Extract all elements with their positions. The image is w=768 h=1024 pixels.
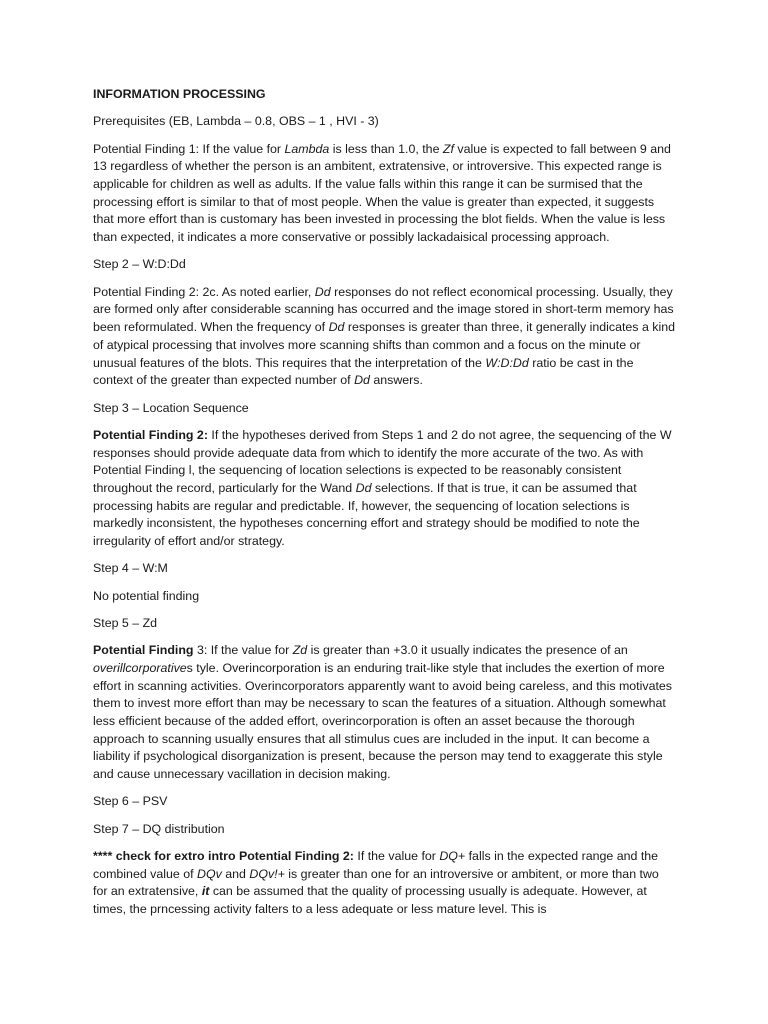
italic-term-dqplus: DQ+ bbox=[439, 849, 466, 864]
text-run: is greater than +3.0 it usually indicates the presence of an bbox=[307, 643, 628, 658]
italic-term-dd: Dd bbox=[354, 373, 370, 388]
step-5-heading: Step 5 – Zd bbox=[93, 615, 158, 630]
potential-finding-2-dq-paragraph bbox=[93, 848, 675, 919]
step-6-heading: Step 6 – PSV bbox=[93, 794, 168, 809]
text-run: 3: If the value for bbox=[193, 643, 293, 658]
italic-term-style: overillcorporative bbox=[93, 660, 187, 675]
italic-term-lambda: Lambda bbox=[284, 141, 330, 156]
text-run: falls in the expected range and the combined value of bbox=[93, 849, 659, 881]
step-2-heading: Step 2 – W:D:Dd bbox=[93, 257, 186, 272]
italic-term-zf: Zf bbox=[442, 141, 454, 156]
italic-term-dd: Dd bbox=[355, 480, 372, 495]
text-run: s tyle. Overincorporation is an enduring trait-like style that includes the exertion of more effort in scanning activities. Overincorporators apparently want to avoid being careless, and this motivates them to invest more effort than may be necessary to scan the features of a situation. Although somewhat less efficient because of the added effort, overincorporation is often an asset because the thorough approach to scanning usually ensures that all stimulus cues are included in the input. It can become a liability if psychological disorganization is present, because the person may tend to exaggerate this style and cause unnecessary vacillation in decision making. bbox=[93, 660, 672, 782]
potential-finding-2-location-paragraph bbox=[93, 427, 675, 551]
potential-finding-1-paragraph bbox=[93, 141, 675, 247]
text-run: Potential Finding 1: If the value for bbox=[93, 141, 285, 156]
section-heading: INFORMATION PROCESSING bbox=[93, 87, 266, 101]
italic-term-dqvplus: DQv!+ bbox=[249, 866, 285, 881]
italic-term-dd: Dd bbox=[328, 320, 345, 335]
text-run: Potential Finding 2: 2c. As noted earlier, bbox=[93, 284, 315, 299]
potential-finding-2c-paragraph bbox=[93, 284, 675, 390]
bold-label: Potential Finding bbox=[93, 643, 194, 658]
text-run: can be assumed that the quality of processing usually is adequate. However, at times, the prncessing activity falters to a less adequate or less mature level. This is bbox=[93, 884, 647, 917]
text-run: responses is greater than three, it generally indicates a kind of atypical processing that involves more scanning shifts than common and a focus on the minute or unusual features of the blots. This requires that the interpretation of the bbox=[93, 320, 676, 370]
text-run: value is expected to fall between 9 and 13 regardless of whether the person is an ambitent, extratensive, or introversive. This expected range is applicable for children as well as adults. If the value falls within this range it can be surmised that the processing effort is similar to that of most people. When the value is greater than expected, it suggests that more effort than is customary has been invested in processing the blot fields. When the value is less than expected, it indicates a more conservative or possibly lackadaisical processing approach. bbox=[93, 141, 671, 245]
step-3-heading: Step 3 – Location Sequence bbox=[93, 400, 249, 415]
italic-term-dd: Dd bbox=[314, 284, 331, 299]
italic-term-ratio: W:D:Dd bbox=[485, 355, 529, 370]
text-run: ratio be cast in the context of the greater than expected number of bbox=[93, 355, 634, 388]
step-4-heading: Step 4 – W:M bbox=[93, 561, 168, 576]
text-run: answers. bbox=[369, 373, 423, 388]
no-finding-line: No potential finding bbox=[93, 588, 200, 603]
prerequisites-line: Prerequisites (EB, Lambda – 0.8, OBS – 1 , HVI - 3) bbox=[93, 114, 379, 129]
text-run: If the hypotheses derived from Steps 1 and 2 do not agree, the sequencing of the W responses should provide adequate data from which to identify the more accurate of the two. As with Potential Finding l, the sequencing of location selections is expected to be reasonably consistent throughout the record, particularly for the Wand bbox=[93, 427, 672, 495]
potential-finding-3-paragraph bbox=[93, 642, 675, 784]
step-7-heading: Step 7 – DQ distribution bbox=[93, 821, 225, 836]
text-run: If the value for bbox=[353, 849, 440, 864]
text-run: is less than 1.0, the bbox=[329, 141, 443, 156]
italic-term-dqv: DQv bbox=[197, 866, 222, 881]
bold-label: Potential Finding 2: bbox=[93, 427, 208, 442]
text-run: is greater than one for an introversive or ambitent, or more than two for an extratensive, bbox=[93, 866, 659, 899]
document-body bbox=[93, 86, 675, 928]
bold-italic-term-it: it bbox=[201, 884, 210, 899]
text-run: responses do not reflect economical processing. Usually, they are formed only after considerable scanning has occurred and the image stored in short-term memory has been reformulated. When the frequency of bbox=[93, 284, 674, 335]
text-run: selections. If that is true, it can be assumed that processing habits are regular and predictable. If, however, the sequencing of location selections is markedly inconsistent, the hypotheses concerning effort and strategy should be modified to note the irregularity of effort and/or strategy. bbox=[93, 480, 640, 549]
text-run: and bbox=[221, 866, 250, 881]
bold-label: **** check for extro intro Potential Finding 2: bbox=[93, 849, 354, 864]
italic-term-zd: Zd bbox=[292, 643, 308, 658]
